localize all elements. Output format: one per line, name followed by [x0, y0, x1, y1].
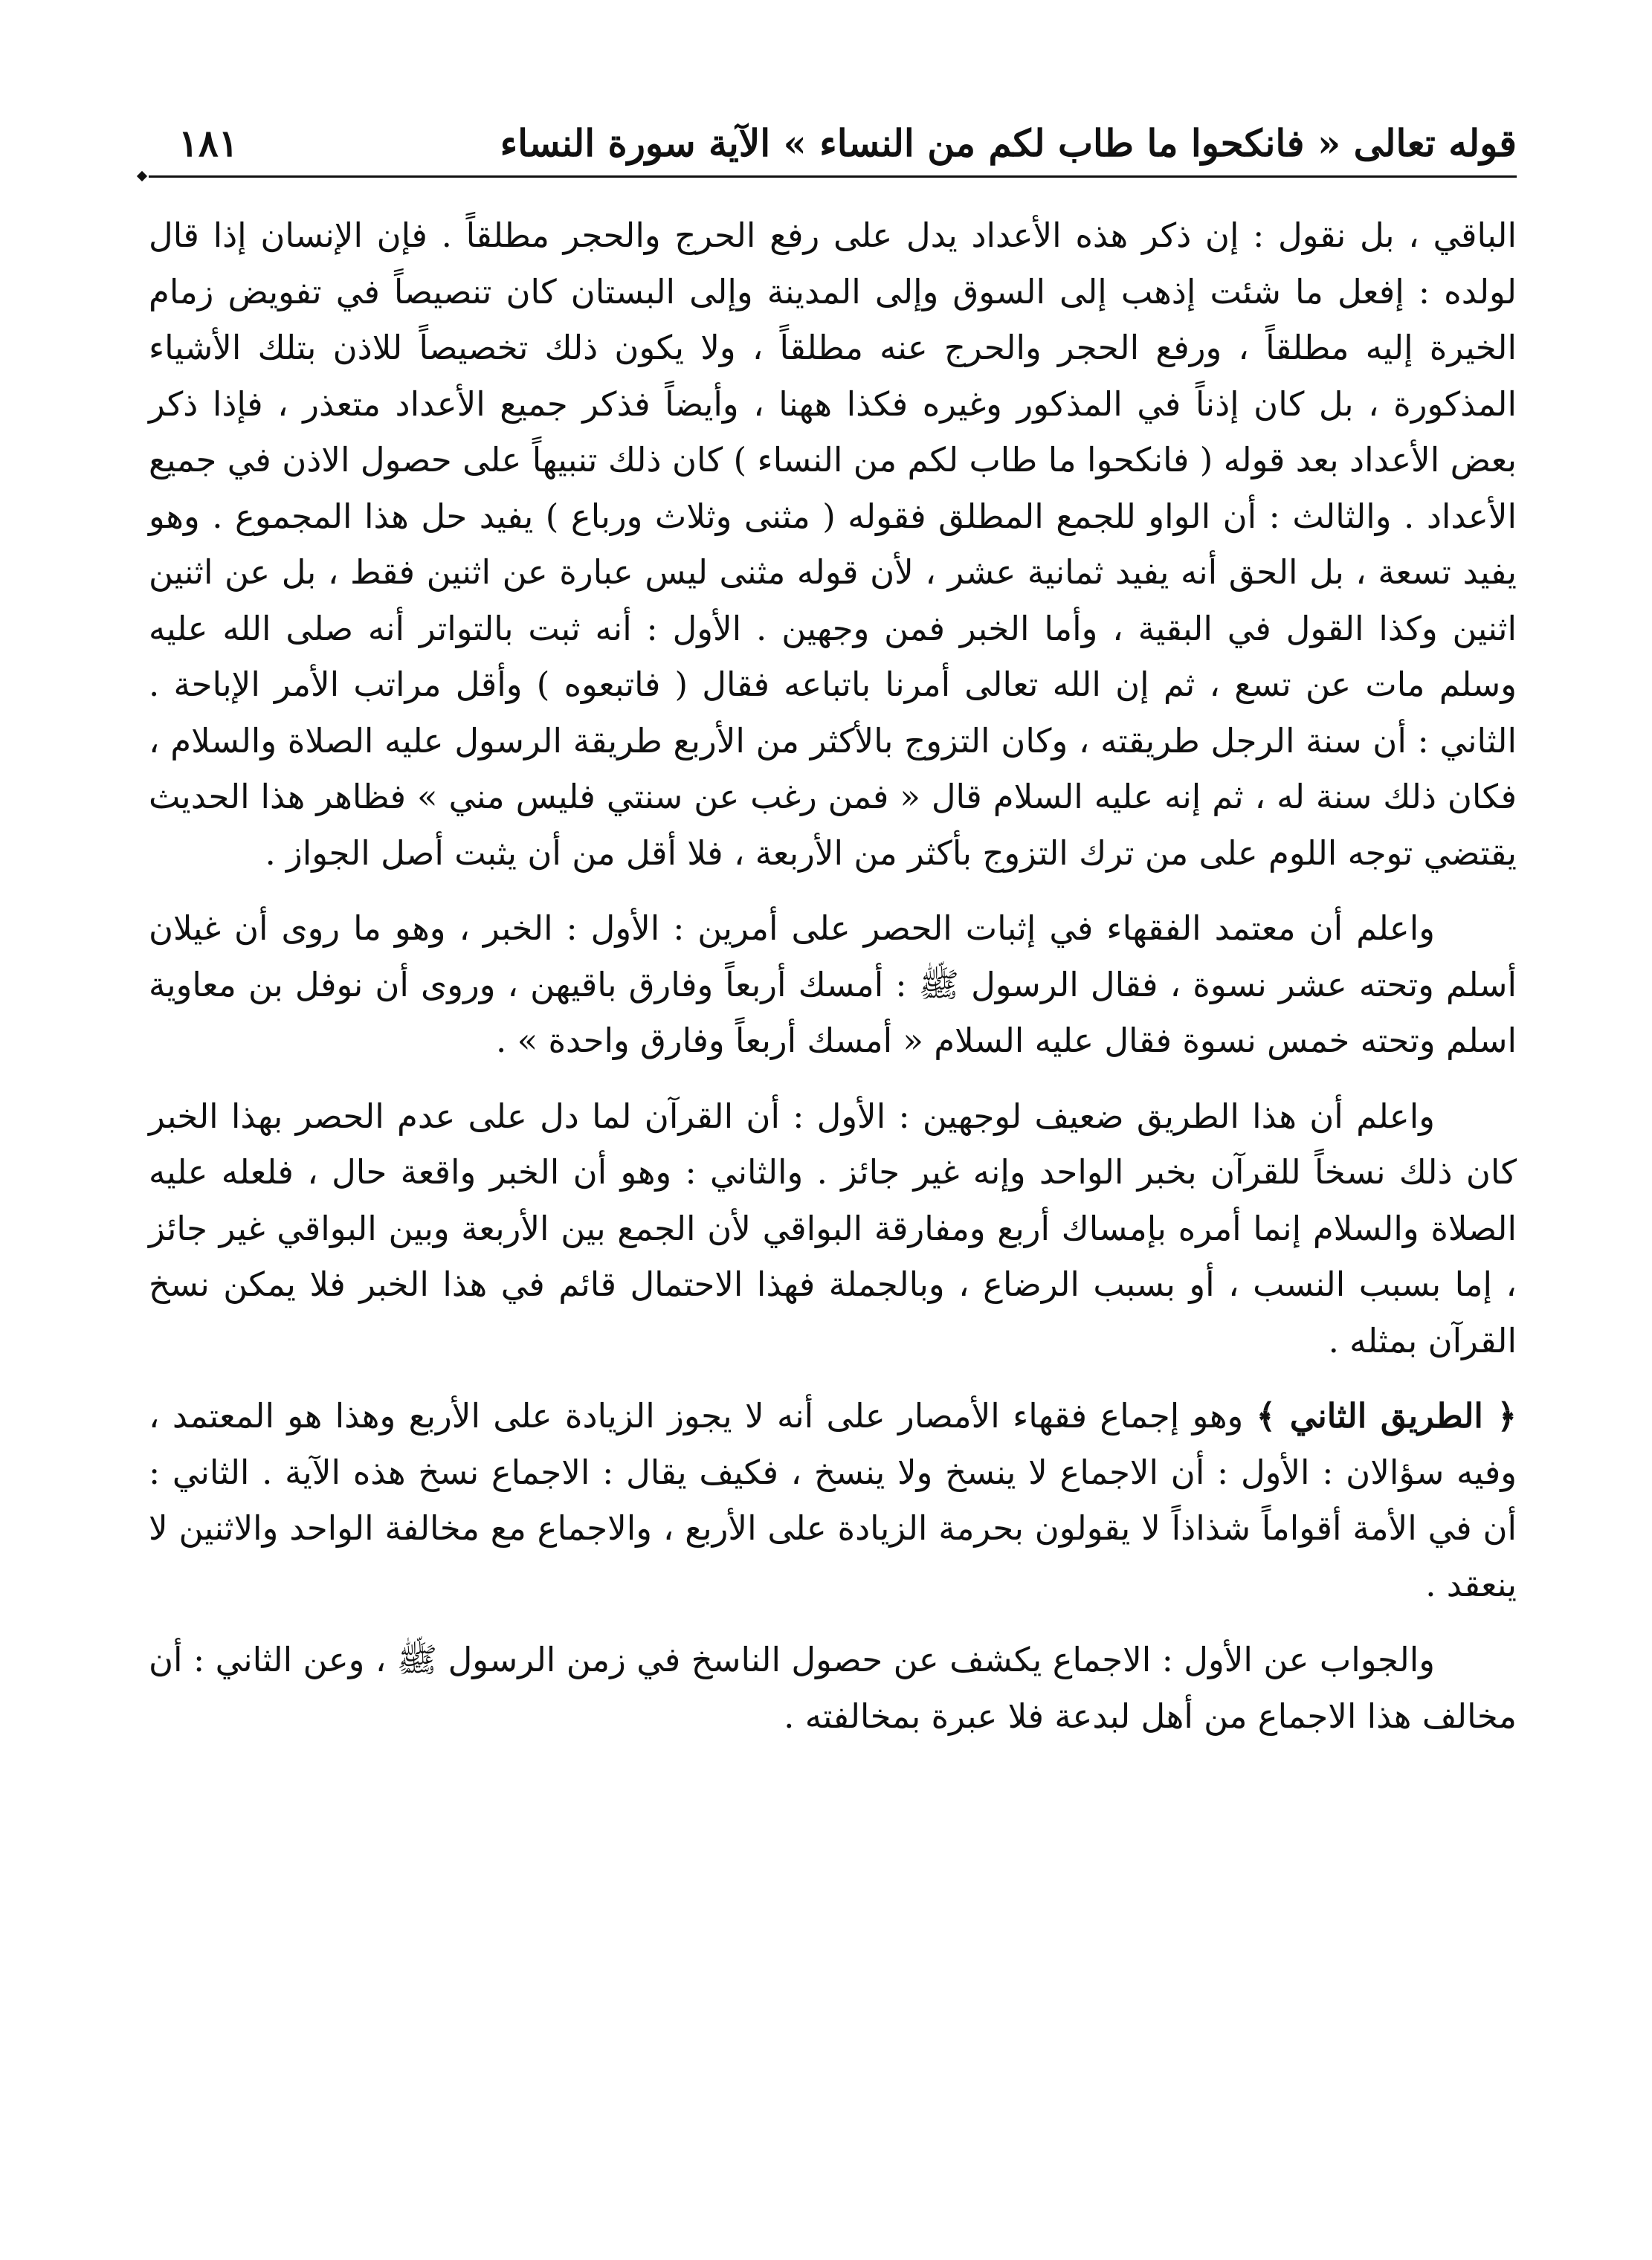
paragraph-5: والجواب عن الأول : الاجماع يكشف عن حصول الناسخ في زمن الرسول ﷺ ، وعن الثاني : أن مخالف هذا الاجماع من أهل لبدعة فلا عبرة بمخالفته .	[149, 1640, 1517, 1736]
paragraph-2: واعلم أن معتمد الفقهاء في إثبات الحصر على أمرين : الأول : الخبر ، وهو ما روى أن غيلان أسلم وتحته عشر نسوة ، فقال الرسول ﷺ : أمسك أربعاً وفارق باقيهن ، وروى أن نوفل بن معاوية اسلم وتحته خمس نسوة فقال عليه السلام « أمسك أربعاً وفارق واحدة » .	[149, 908, 1517, 1060]
paragraph-4	[149, 1388, 1517, 1612]
running-title: قوله تعالى « فانكحوا ما طاب لكم من النساء » الآية سورة النساء	[500, 121, 1517, 165]
header-rule	[149, 175, 1517, 178]
book-page	[149, 82, 1517, 2223]
body-text	[149, 207, 1517, 1744]
page-header	[149, 82, 1517, 164]
paragraph-4-text: وهو إجماع فقهاء الأمصار على أنه لا يجوز الزيادة على الأربع وهذا هو المعتمد ، وفيه سؤالان : الأول : أن الاجماع لا ينسخ ولا ينسخ ، فكيف يقال : الاجماع نسخ هذه الآية . الثاني : أن في الأمة أقواماً شذاذاً لا يقولون بحرمة الزيادة على الأربع ، والاجماع مع مخالفة الواحد والاثنين لا ينعقد .	[149, 1396, 1517, 1604]
page-number: ١٨١	[178, 121, 239, 165]
paragraph-4-heading: ﴿ الطريق الثاني ﴾	[1256, 1396, 1517, 1436]
paragraph-3: واعلم أن هذا الطريق ضعيف لوجهين : الأول : أن القرآن لما دل على عدم الحصر بهذا الخبر كان ذلك نسخاً للقرآن بخبر الواحد وإنه غير جائز . والثاني : وهو أن الخبر واقعة حال ، فلعله عليه الصلاة والسلام إنما أمره بإمساك أربع ومفارقة البواقي لأن الجمع بين الأربعة وبين البواقي غير جائز ، إما بسبب النسب ، أو بسبب الرضاع ، وبالجملة فهذا الاحتمال قائم في هذا الخبر فلا يمكن نسخ القرآن بمثله .	[149, 1096, 1517, 1360]
paragraph-1: الباقي ، بل نقول : إن ذكر هذه الأعداد يدل على رفع الحرج والحجر مطلقاً . فإن الإنسان إذا قال لولده : إفعل ما شئت إذهب إلى السوق وإلى المدينة وإلى البستان كان تنصيصاً في تفويض زمام الخيرة إليه مطلقاً ، ورفع الحجر والحرج عنه مطلقاً ، ولا يكون ذلك تخصيصاً للاذن بتلك الأشياء المذكورة ، بل كان إذناً في المذكور وغيره فكذا ههنا ، وأيضاً فذكر جميع الأعداد متعذر ، فإذا ذكر بعض الأعداد بعد قوله ( فانكحوا ما طاب لكم من النساء ) كان ذلك تنبيهاً على حصول الاذن في جميع الأعداد . والثالث : أن الواو للجمع المطلق فقوله ( مثنى وثلاث ورباع ) يفيد حل هذا المجموع . وهو يفيد تسعة ، بل الحق أنه يفيد ثمانية عشر ، لأن قوله مثنى ليس عبارة عن اثنين فقط ، بل عن اثنين اثنين وكذا القول في البقية ، وأما الخبر فمن وجهين . الأول : أنه ثبت بالتواتر أنه صلى الله عليه وسلم مات عن تسع ، ثم إن الله تعالى أمرنا باتباعه فقال ( فاتبعوه ) وأقل مراتب الأمر الإباحة . الثاني : أن سنة الرجل طريقته ، وكان التزوج بالأكثر من الأربع طريقة الرسول عليه الصلاة والسلام ، فكان ذلك سنة له ، ثم إنه عليه السلام قال « فمن رغب عن سنتي فليس مني » فظاهر هذا الحديث يقتضي توجه اللوم على من ترك التزوج بأكثر من الأربعة ، فلا أقل من أن يثبت أصل الجواز .	[149, 216, 1517, 873]
